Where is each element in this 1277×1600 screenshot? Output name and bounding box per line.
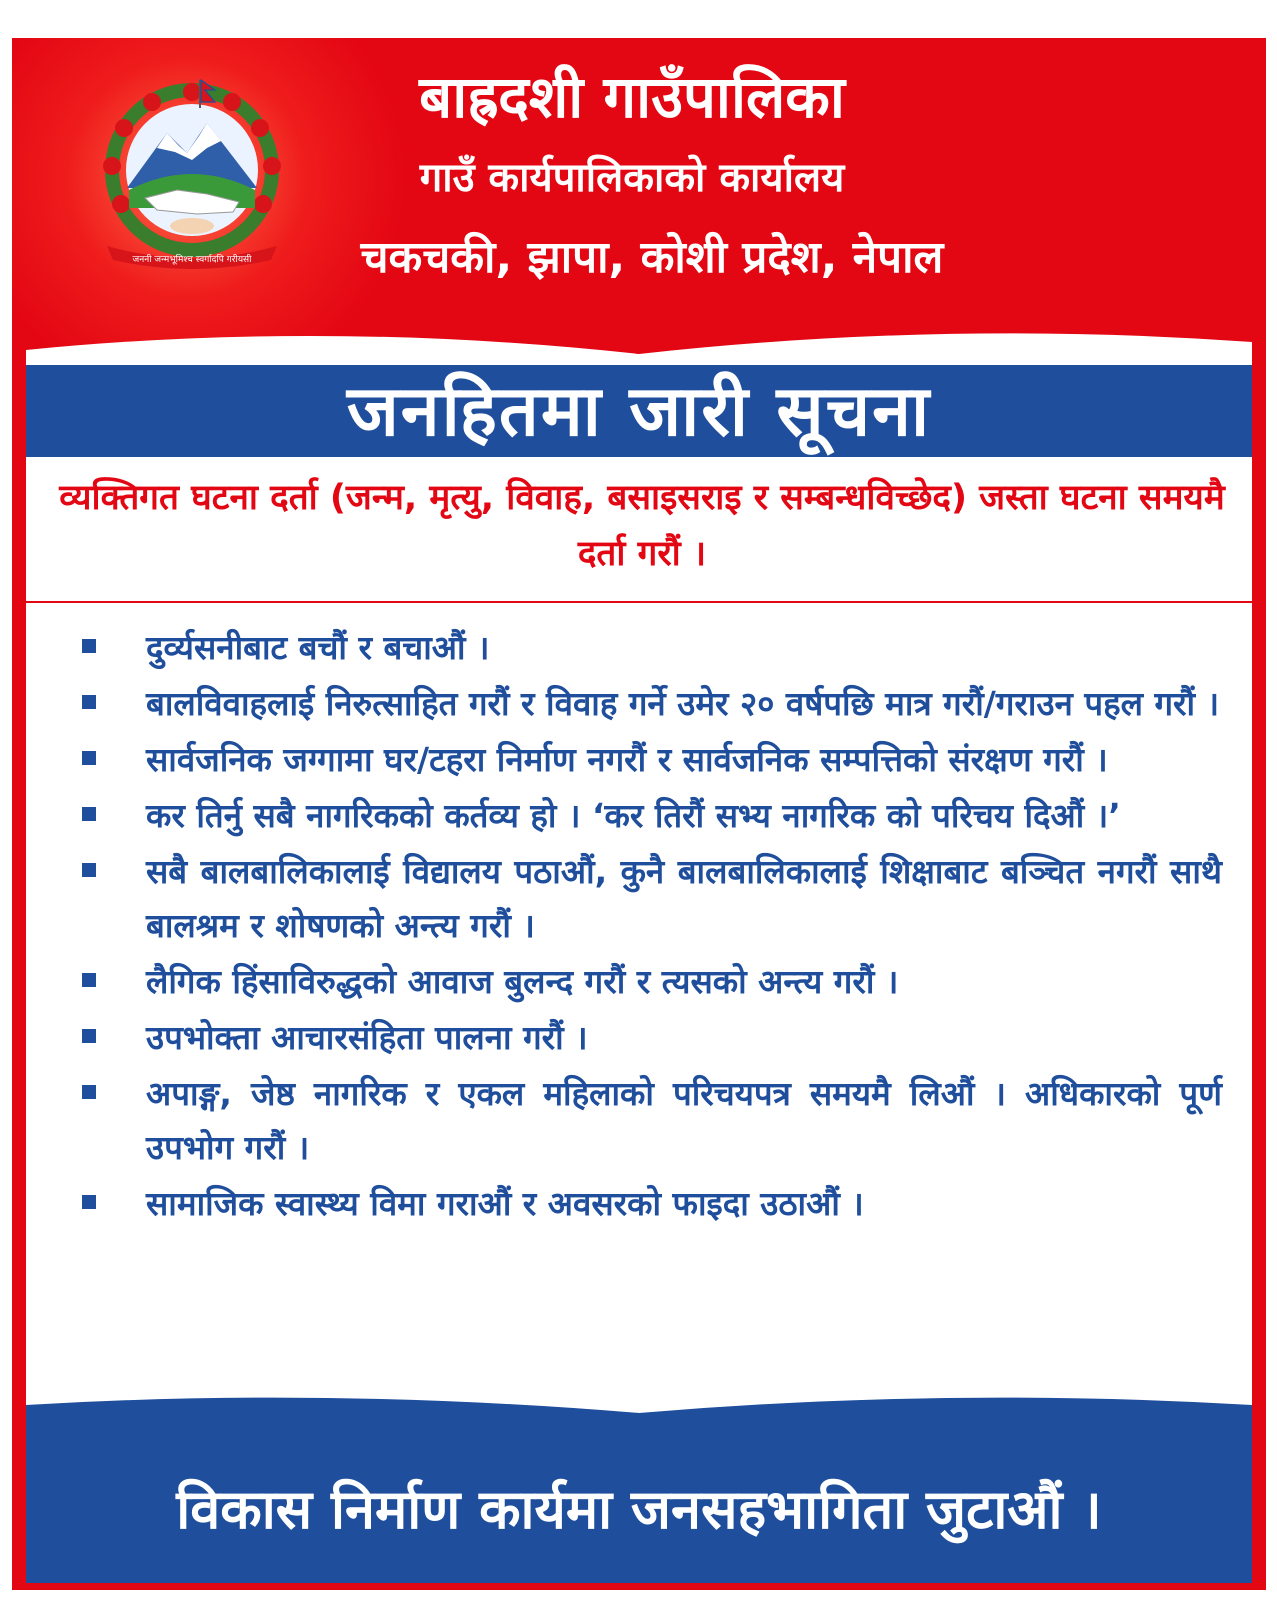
list-item: दुर्व्यसनीबाट बचौं र बचाऔं ।	[72, 621, 1222, 675]
square-bullet-icon	[82, 639, 96, 653]
office-address: चकचकी, झापा, कोशी प्रदेश, नेपाल	[360, 232, 944, 283]
list-item: सामाजिक स्वास्थ्य विमा गराऔं र अवसरको फाइदा उठाऔं ।	[72, 1177, 1222, 1231]
square-bullet-icon	[82, 751, 96, 765]
notice-points	[72, 621, 1222, 1233]
square-bullet-icon	[82, 973, 96, 987]
red-divider	[26, 601, 1252, 603]
list-item: अपाङ्ग, जेष्ठ नागरिक र एकल महिलाको परिचयपत्र समयमै लिऔं । अधिकारको पूर्ण उपभोग गरौं ।	[72, 1067, 1222, 1175]
footer-slogan: विकास निर्माण कार्यमा जनसहभागिता जुटाऔं ।	[176, 1478, 1102, 1541]
list-item: लैगिक हिंसाविरुद्धको आवाज बुलन्द गरौं र त्यसको अन्त्य गरौं ।	[72, 955, 1222, 1009]
title-band	[26, 365, 1252, 457]
list-item: सबै बालबालिकालाई विद्यालय पठाऔं, कुनै बालबालिकालाई शिक्षाबाट बञ्चित नगरौं साथै बालश्रम र शोषणको अन्त्य गरौं ।	[72, 845, 1222, 953]
wave-top-divider	[26, 320, 1252, 364]
list-item: कर तिर्नु सबै नागरिकको कर्तव्य हो । ‘कर तिरौं सभ्य नागरिक को परिचय दिऔं ।’	[72, 789, 1222, 843]
notice-title: जनहितमा जारी सूचना	[346, 370, 932, 452]
wave-bottom-divider	[26, 1393, 1252, 1443]
footer-band	[26, 1438, 1252, 1583]
square-bullet-icon	[82, 695, 96, 709]
square-bullet-icon	[82, 1195, 96, 1209]
square-bullet-icon	[82, 863, 96, 877]
office-name: गाउँ कार्यपालिकाको कार्यालय	[419, 155, 845, 201]
square-bullet-icon	[82, 1029, 96, 1043]
list-item: बालविवाहलाई निरुत्साहित गरौं र विवाह गर्ने उमेर २० वर्षपछि मात्र गरौं/गराउन पहल गरौं ।	[72, 677, 1222, 731]
header-section	[12, 38, 1266, 368]
square-bullet-icon	[82, 807, 96, 821]
notice-subtitle: व्यक्तिगत घटना दर्ता (जन्म, मृत्यु, विवाह, बसाइसराइ र सम्बन्धविच्छेद) जस्ता घटना समयमै दर्ता गरौं ।	[59, 478, 1225, 574]
list-item: उपभोक्ता आचारसंहिता पालना गरौं ।	[72, 1011, 1222, 1065]
municipality-name: बाह्रदशी गाउँपालिका	[419, 63, 845, 131]
list-item: सार्वजनिक जग्गामा घर/टहरा निर्माण नगरौं र सार्वजनिक सम्पत्तिको संरक्षण गरौं ।	[72, 733, 1222, 787]
emblem-motto: जननी जन्मभूमिश्च स्वर्गादपि गरीयसी	[132, 255, 252, 265]
square-bullet-icon	[82, 1085, 96, 1099]
notice-poster	[12, 38, 1266, 1590]
